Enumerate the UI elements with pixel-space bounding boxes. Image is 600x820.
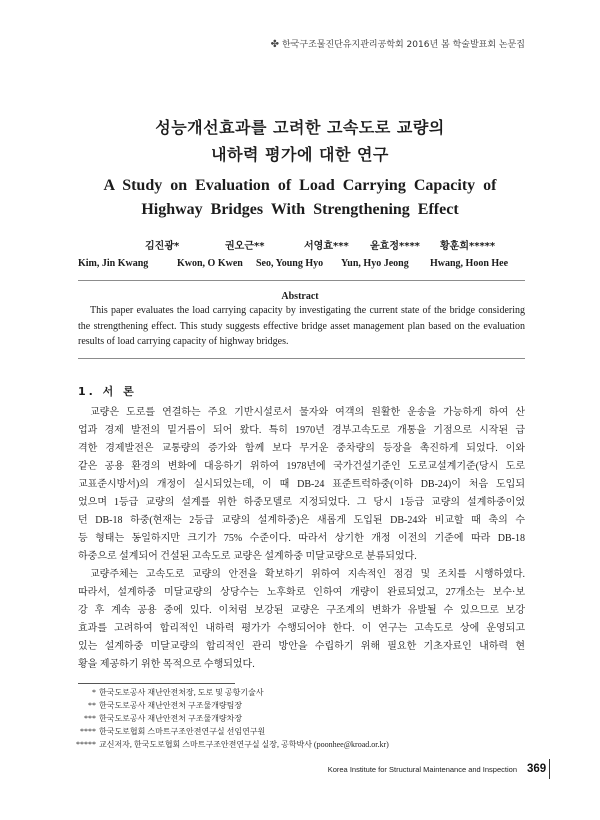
running-header-text: 한국구조물진단유지관리공학회 2016년 봄 학술발표회 논문집 <box>281 40 525 50</box>
body-line: 교표준시방서)의 개정이 실시되었는데, 이 때 DB-24 표준트럭하중(이하 DB-24)이 처음 도입되 <box>78 479 525 490</box>
body-line: 등 형태는 동일하지만 크기가 75% 수준이다. 따라서 상기한 개정 이전의 기준에 따라 DB-18 <box>78 533 525 544</box>
footnote <box>74 725 544 738</box>
abstract-body <box>78 303 525 350</box>
body-line: 던 DB-18 하중(현재는 2등급 교량의 설계하중)은 새롭게 도입된 DB-24와 비교할 때 축의 수 <box>78 515 525 526</box>
english-title <box>0 174 600 222</box>
footnote-text: 한국도로공사 재난안전처 구조물개량팀장 <box>99 701 243 710</box>
footer-publisher: Korea Institute for Structural Maintenance and Inspection <box>327 765 517 774</box>
footnote-text: 한국도로협회 스마트구조안전연구실 선임연구원 <box>99 727 266 736</box>
english-title-line: A Study on Evaluation of Load Carrying Capacity of <box>103 177 497 194</box>
body-line: 었으며 1등급 교량의 설계를 위한 하중모델로 지정되었다. 그 당시 1등급 교량의 설계하중이었 <box>78 497 525 508</box>
body-line: 황을 제공하기 위한 목적으로 수행되었다. <box>78 659 255 670</box>
page-number: 369 <box>527 763 547 775</box>
footnote-mark: ** <box>88 701 96 710</box>
flower-ornament-icon <box>271 39 279 51</box>
body-line: 따라서, 설계하중 미달교량의 상당수는 노후화로 인하여 개량이 완료되었고, 27개소는 보수·보 <box>78 587 525 598</box>
author-english-name: Kwon, O Kwen <box>177 258 243 269</box>
author-korean-name: 김진광* <box>145 241 180 252</box>
footnote-mark: ***** <box>76 740 96 749</box>
body-line: 격한 경제발전은 교통량의 증가와 함께 보다 무거운 중차량의 등장을 촉진하게 되었다. 이와 <box>78 443 525 454</box>
body-line: 하중으로 설계되어 건설된 고속도로 교량은 설계하중 미달교량으로 분류되었다. <box>78 551 417 562</box>
author-korean-name: 서영효*** <box>304 241 349 252</box>
korean-title-line: 내하력 평가에 대한 연구 <box>211 145 389 164</box>
abstract-top-rule <box>78 280 525 281</box>
running-header <box>271 39 525 51</box>
body-line: 같은 공용 환경의 변화에 대응하기 위하여 1978년에 국가건설기준인 도로교설계기준(당시 도로 <box>78 461 525 472</box>
abstract-line: the strengthening effect. This study suggests effective bridge asset management plan based on the evaluation <box>78 320 525 332</box>
footnote <box>74 712 544 725</box>
section-body <box>78 404 525 674</box>
author-english-name: Seo, Young Hyo <box>256 258 324 269</box>
body-line: 교량은 도로를 연결하는 주요 기반시설로서 물자와 여객의 원활한 운송을 가능하게 하여 산 <box>90 407 525 418</box>
paragraph <box>78 566 525 674</box>
body-line: 교량주체는 고속도로 교량의 안전을 확보하기 위하여 지속적인 점검 및 조치를 시행하였다. <box>90 569 525 580</box>
footnote-mark: * <box>92 688 96 697</box>
author-korean-name: 황훈희***** <box>440 241 496 252</box>
footnote-text: 교신저자, 한국도로협회 스마트구조안전연구실 실장, 공학박사 (poonhee@kroad.or.kr) <box>99 740 389 749</box>
body-line: 강 후 계속 공용 중에 있다. 이처럼 보강된 교량은 구조계의 변화가 유발될 수 있으므로 보강 <box>78 605 525 616</box>
footnote <box>74 699 544 712</box>
page-number-divider <box>549 759 550 779</box>
abstract-bottom-rule <box>78 358 525 359</box>
body-line: 있는 설계하중 미달교량의 합리적인 관리 방안을 수립하기 위해 필요한 기초자료인 내하력 현 <box>78 641 525 652</box>
abstract-heading: Abstract <box>281 291 319 302</box>
korean-title-line: 성능개선효과를 고려한 고속도로 교량의 <box>155 118 445 137</box>
footnote-rule <box>78 683 235 684</box>
abstract-line: results of load carrying capacity of highway bridges. <box>78 336 289 347</box>
author-english-name: Hwang, Hoon Hee <box>430 258 509 269</box>
author-english-name: Yun, Hyo Jeong <box>341 258 409 269</box>
author-korean-name: 권오근** <box>225 241 265 252</box>
body-line: 업과 경제 발전의 밑거름이 되어 왔다. 특히 1970년 경부고속도로 개통을 기점으로 시작된 급 <box>78 425 525 436</box>
footnote-mark: *** <box>84 714 96 723</box>
footnote-text: 한국도로공사 재난안전처 구조물개량차장 <box>99 714 243 723</box>
english-title-line: Highway Bridges With Strengthening Effect <box>141 201 459 218</box>
body-line: 효과를 고려하여 합리적인 내하력 평가가 수행되어야 한다. 이 연구는 고속도로 상에 운영되고 <box>78 623 525 634</box>
korean-title <box>0 114 600 168</box>
footnote <box>74 686 544 699</box>
section-heading: 1. 서 론 <box>78 385 137 398</box>
footnote-text: 한국도로공사 재난안전처장, 도로 및 공항기술사 <box>99 688 264 697</box>
paragraph <box>78 404 525 566</box>
author-english-name: Kim, Jin Kwang <box>78 258 149 269</box>
author-korean-name: 윤효정**** <box>370 241 420 252</box>
footnote-mark: **** <box>80 727 96 736</box>
footnotes <box>74 686 544 751</box>
abstract-line: This paper evaluates the load carrying capacity by investigating the current state of the bridge considering <box>90 305 525 316</box>
footnote <box>74 738 544 751</box>
